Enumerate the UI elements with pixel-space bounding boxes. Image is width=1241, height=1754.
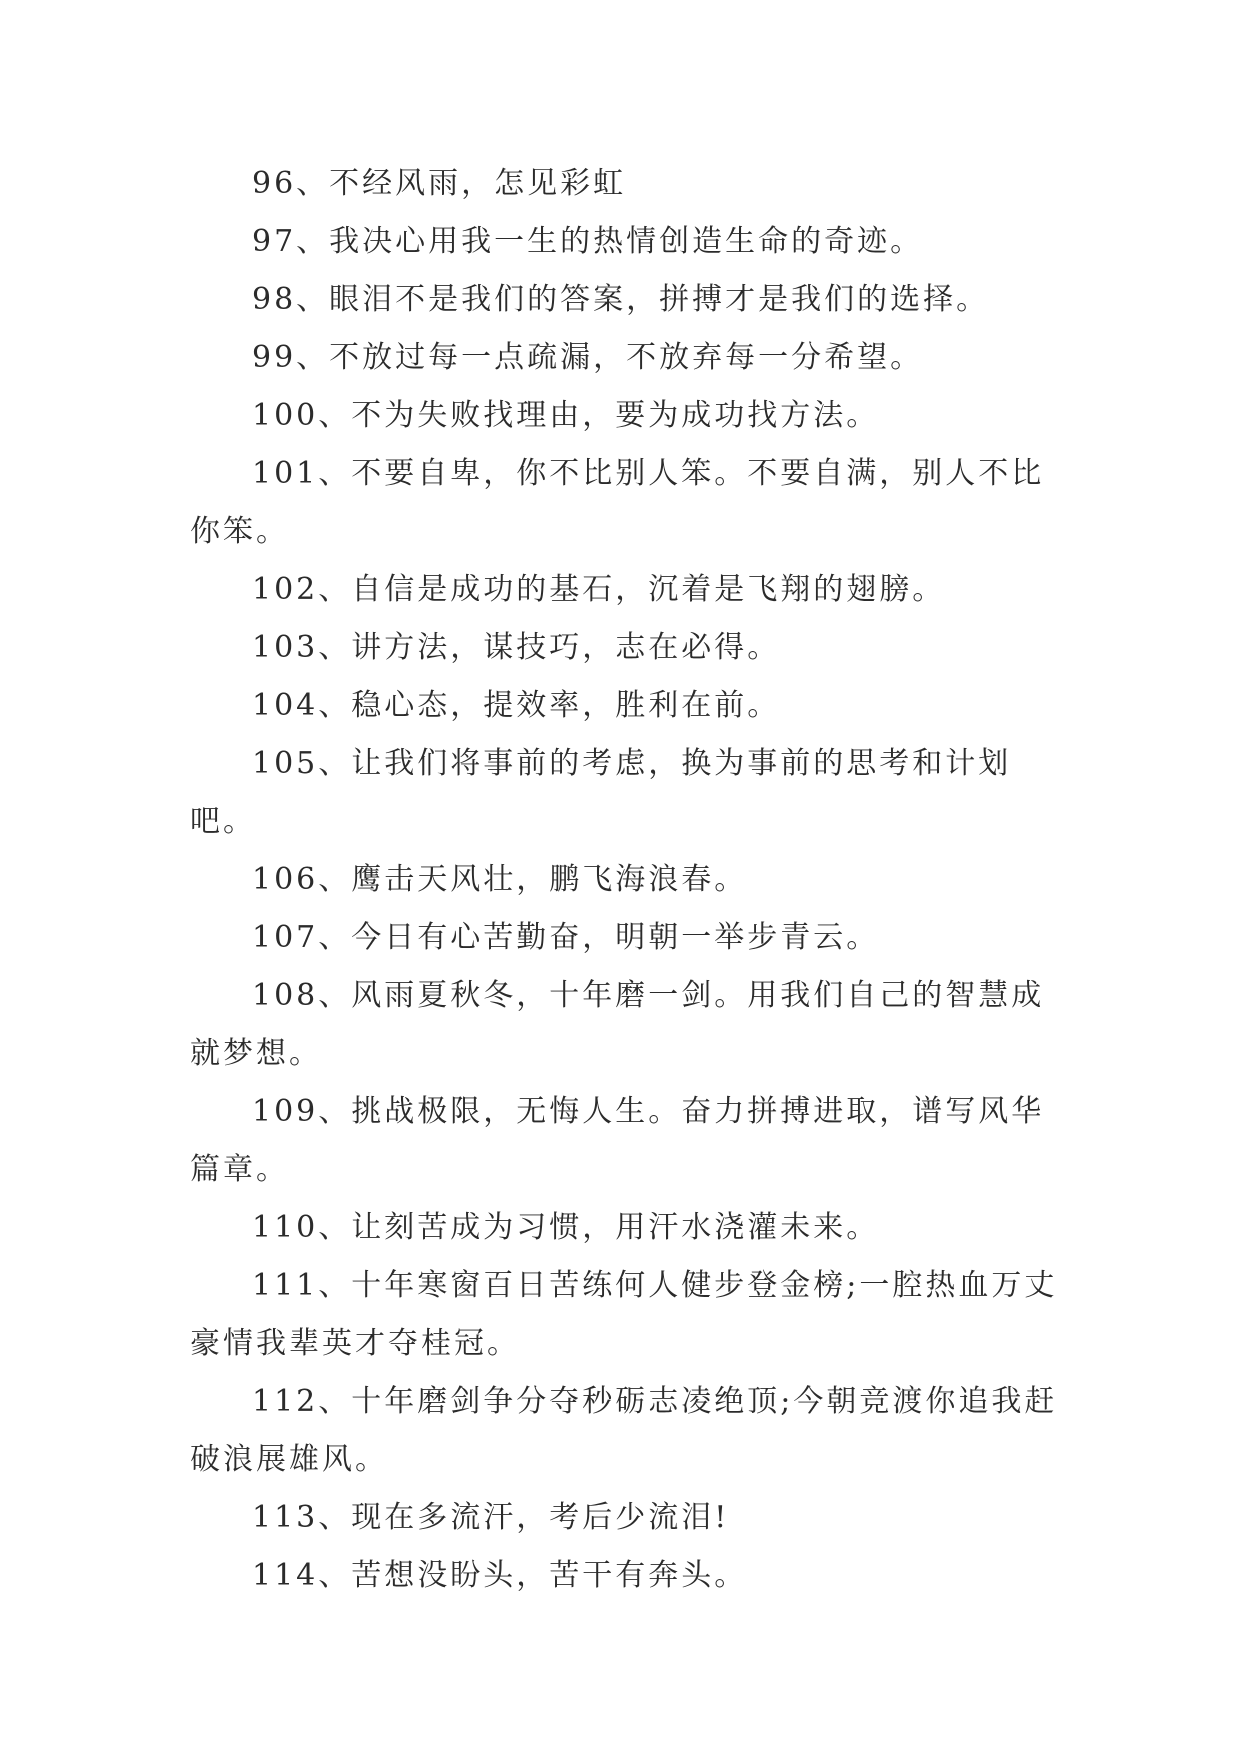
paragraph-107: 107、今日有心苦勤奋，明朝一举步青云。 xyxy=(252,920,880,955)
paragraph-104: 104、稳心态，提效率，胜利在前。 xyxy=(252,688,781,723)
paragraph-113: 113、现在多流汗，考后少流泪! xyxy=(252,1500,730,1535)
paragraph-102: 102、自信是成功的基石，沉着是飞翔的翅膀。 xyxy=(252,572,946,607)
paragraph-110: 110、让刻苦成为习惯，用汗水浇灌未来。 xyxy=(252,1210,880,1245)
paragraph-100: 100、不为失败找理由，要为成功找方法。 xyxy=(252,398,880,433)
paragraph-112: 112、十年磨剑争分夺秒砺志凌绝顶;今朝竞渡你追我赶破浪展雄风。 xyxy=(190,1384,1058,1477)
document-body xyxy=(190,155,1070,1605)
paragraph-114: 114、苦想没盼头，苦干有奔头。 xyxy=(252,1558,748,1593)
paragraph-105: 105、让我们将事前的考虑，换为事前的思考和计划吧。 xyxy=(190,746,1012,839)
paragraph-111: 111、十年寒窗百日苦练何人健步登金榜;一腔热血万丈豪情我辈英才夺桂冠。 xyxy=(190,1268,1058,1361)
paragraph-109: 109、挑战极限，无悔人生。奋力拼搏进取，谱写风华篇章。 xyxy=(190,1094,1045,1187)
paragraph-97: 97、我决心用我一生的热情创造生命的奇迹。 xyxy=(252,224,924,259)
paragraph-98: 98、眼泪不是我们的答案，拼搏才是我们的选择。 xyxy=(252,282,990,317)
paragraph-101: 101、不要自卑，你不比别人笨。不要自满，别人不比你笨。 xyxy=(190,456,1045,549)
paragraph-99: 99、不放过每一点疏漏，不放弃每一分希望。 xyxy=(252,340,924,375)
paragraph-96: 96、不经风雨，怎见彩虹 xyxy=(252,166,627,201)
paragraph-106: 106、鹰击天风壮，鹏飞海浪春。 xyxy=(252,862,748,897)
paragraph-108: 108、风雨夏秋冬，十年磨一剑。用我们自己的智慧成就梦想。 xyxy=(190,978,1045,1071)
paragraph-103: 103、讲方法，谋技巧，志在必得。 xyxy=(252,630,781,665)
